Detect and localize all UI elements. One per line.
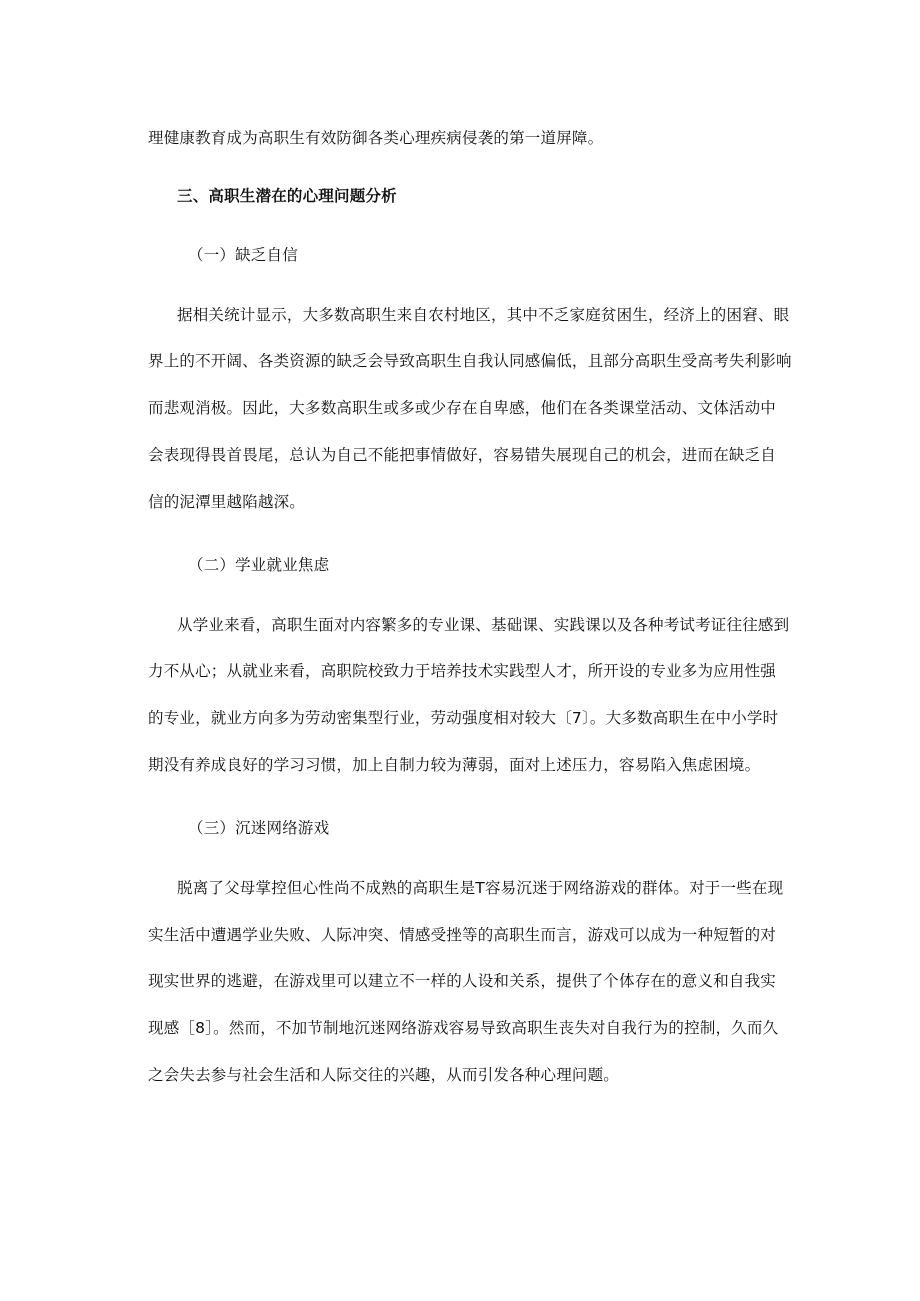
paragraph-line: 从学业来看，高职生面对内容繁多的专业课、基础课、实践课以及各种考试考证往往感到 [177, 616, 790, 634]
paragraph-line: 现感［8］。然而，不加节制地沉迷网络游戏容易导致高职生丧失对自我行为的控制，久而久 [148, 1019, 779, 1037]
paragraph-line: 界上的不开阔、各类资源的缺乏会导致高职生自我认同感偏低，且部分高职生受高考失利影响 [148, 352, 792, 370]
paragraph-line: 据相关统计显示，大多数高职生来自农村地区，其中不乏家庭贫困生，经济上的困窘、眼 [177, 306, 790, 324]
subsection-heading-2: （二）学业就业焦虑 [188, 556, 330, 574]
paragraph-line: 会表现得畏首畏尾，总认为自己不能把事情做好，容易错失展现自己的机会，进而在缺乏自 [148, 446, 777, 464]
paragraph-line: 脱离了父母掌控但心性尚不成熟的高职生是T容易沉迷于网络游戏的群体。对于一些在现 [177, 879, 784, 897]
paragraph-line: 信的泥潭里越陷越深。 [148, 493, 306, 511]
paragraph-line: 之会失去参与社会生活和人际交往的兴趣，从而引发各种心理问题。 [148, 1066, 620, 1084]
subsection-heading-3: （三）沉迷网络游戏 [188, 819, 330, 837]
paragraph-line: 现实世界的逃避，在游戏里可以建立不一样的人设和关系，提供了个体存在的意义和自我实 [148, 972, 777, 990]
subsection-heading-1: （一）缺乏自信 [188, 246, 298, 264]
paragraph-line: 而悲观消极。因此，大多数高职生或多或少存在自卑感，他们在各类课堂活动、文体活动中 [148, 399, 777, 417]
section-heading: 三、高职生潜在的心理问题分析 [177, 187, 397, 205]
paragraph-line: 力不从心；从就业来看，高职院校致力于培养技术实践型人才，所开设的专业多为应用性强 [148, 662, 777, 680]
paragraph-line: 期没有养成良好的学习习惯，加上自制力较为薄弱，面对上述压力，容易陷入焦虑困境。 [148, 756, 761, 774]
continuation-line: 理健康教育成为高职生有效防御各类心理疾病侵袭的第一道屏障。 [148, 129, 604, 147]
paragraph-line: 的专业，就业方向多为劳动密集型行业，劳动强度相对较大〔7〕。大多数高职生在中小学时 [148, 709, 779, 727]
paragraph-line: 实生活中遭遇学业失败、人际冲突、情感受挫等的高职生而言，游戏可以成为一种短暂的对 [148, 926, 777, 944]
